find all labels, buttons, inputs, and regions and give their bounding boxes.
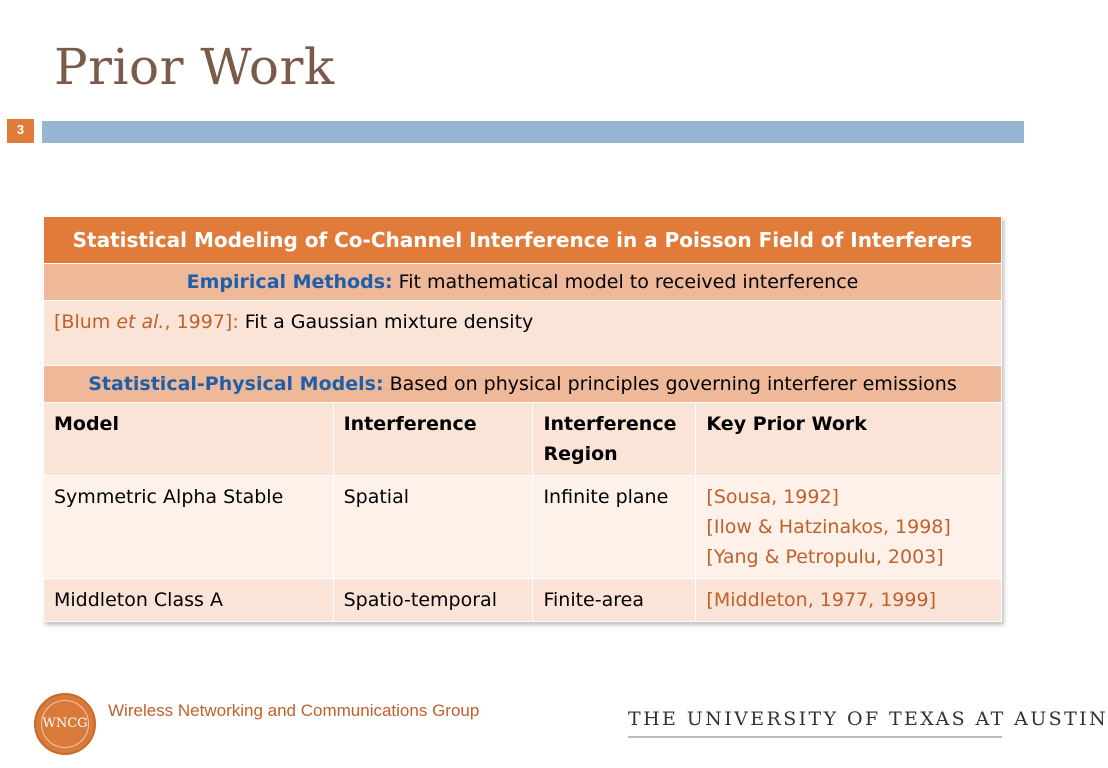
wordmark-underline	[628, 736, 1002, 738]
ref-item: [Sousa, 1992]	[706, 486, 839, 508]
blum-ref-pre: [Blum	[54, 311, 117, 333]
column-header-row	[44, 403, 1002, 476]
blum-text: Fit a Gaussian mixture density	[238, 311, 534, 333]
row-region: Finite-area	[533, 579, 696, 622]
blum-row	[44, 301, 1002, 366]
column-header-key-prior-work: Key Prior Work	[696, 403, 1002, 476]
blum-ref-post: , 1997]:	[164, 311, 239, 333]
column-header-interference: Interference	[333, 403, 533, 476]
physical-models-text: Based on physical principles governing interferer emissions	[383, 373, 957, 395]
row-interference: Spatial	[333, 476, 533, 579]
row-model: Symmetric Alpha Stable	[44, 476, 334, 579]
table-row	[44, 579, 1002, 622]
table-header: Statistical Modeling of Co-Channel Interference in a Poisson Field of Interferers	[44, 217, 1002, 264]
empirical-methods-label: Empirical Methods:	[186, 271, 393, 293]
empirical-methods-text: Fit mathematical model to received interference	[392, 271, 859, 293]
physical-models-label: Statistical-Physical Models:	[88, 373, 384, 395]
prior-work-table	[43, 216, 1002, 622]
logo-text: WNCG	[42, 716, 88, 731]
table-row	[44, 476, 1002, 579]
slide-number: 3	[7, 119, 34, 143]
org-name: Wireless Networking and Communications Group	[108, 701, 480, 720]
column-header-region: Interference Region	[533, 403, 696, 476]
blum-ref-ital: et al.	[116, 311, 165, 333]
empirical-methods-row	[44, 264, 1002, 301]
row-refs	[696, 476, 1002, 579]
table-header-row	[44, 217, 1002, 264]
wncg-logo	[34, 693, 96, 755]
ref-item: [Middleton, 1977, 1999]	[706, 589, 936, 611]
title-underline-bar	[42, 121, 1024, 143]
ref-item: [Ilow & Hatzinakos, 1998]	[706, 516, 951, 538]
slide-title: Prior Work	[54, 38, 335, 96]
physical-models-row	[44, 366, 1002, 403]
ref-item: [Yang & Petropulu, 2003]	[706, 546, 944, 568]
column-header-model: Model	[44, 403, 334, 476]
row-interference: Spatio-temporal	[333, 579, 533, 622]
logo-ring	[41, 700, 89, 748]
row-model: Middleton Class A	[44, 579, 334, 622]
row-refs	[696, 579, 1002, 622]
university-wordmark: THE UNIVERSITY OF TEXAS AT AUSTIN	[628, 708, 1108, 730]
row-region: Infinite plane	[533, 476, 696, 579]
